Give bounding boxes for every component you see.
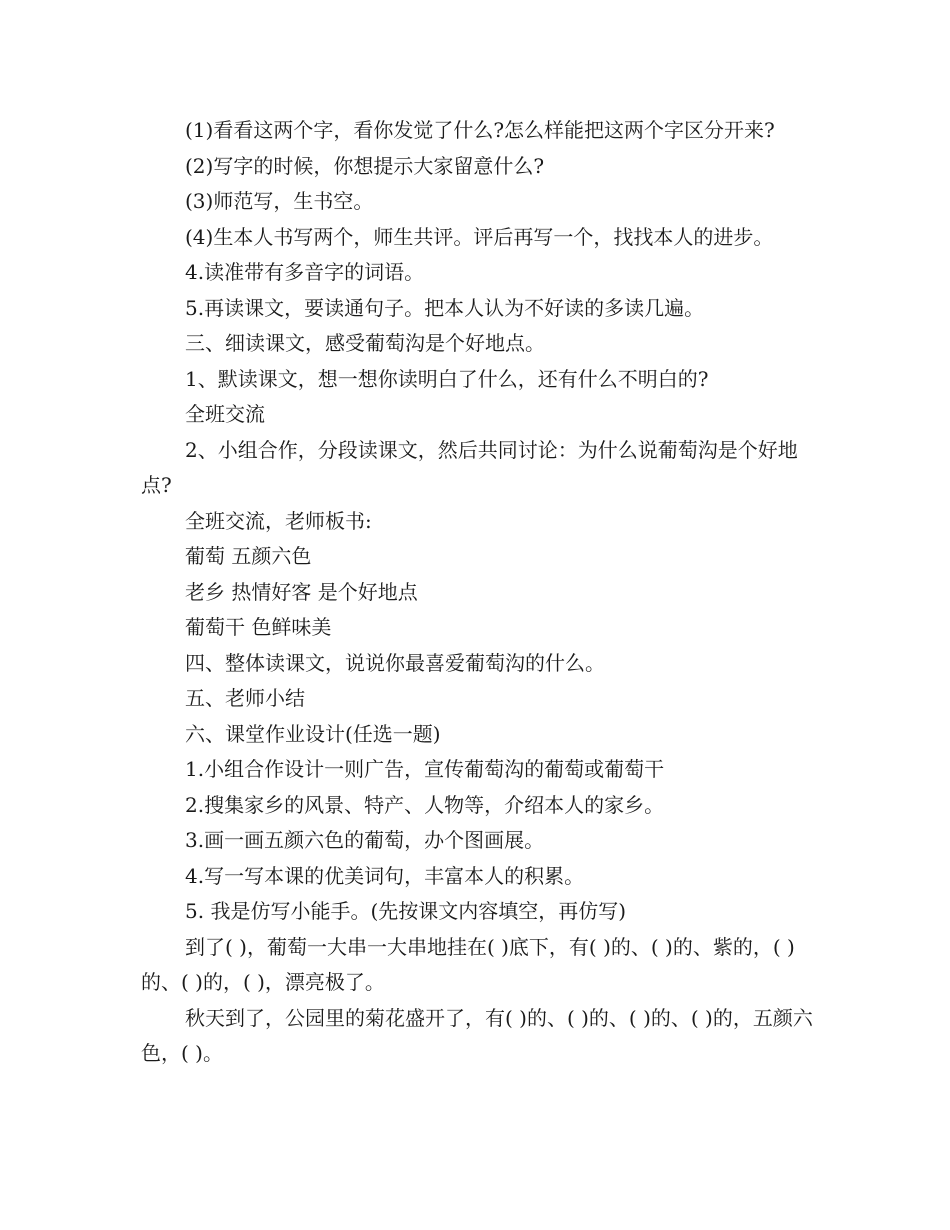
paragraph-item-2-remind: (2)写字的时候，你想提示大家留意什么?: [185, 153, 545, 178]
homework-option-4: 4.写一写本课的优美词句，丰富本人的积累。: [185, 863, 585, 888]
blackboard-line-1: 葡萄 五颜六色: [185, 544, 312, 568]
homework-option-5: 5. 我是仿写小能手。(先按课文内容填空，再仿写): [185, 899, 627, 923]
homework-option-1: 1.小组合作设计一则广告，宣传葡萄沟的葡萄或葡萄干: [185, 757, 665, 781]
section-heading-5: 五、老师小结: [185, 686, 305, 710]
blackboard-line-3: 葡萄干 色鲜味美: [185, 615, 332, 639]
paragraph-class-exchange: 全班交流: [185, 402, 265, 426]
paragraph-group-work: 2、小组合作，分段读课文，然后共同讨论：为什么说葡萄沟是个好地点?: [141, 437, 798, 497]
paragraph-step-4: 4.读准带有多音字的词语。: [185, 260, 425, 284]
paragraph-item-1-observe: (1)看看这两个字，看你发觉了什么?怎么样能把这两个字区分开来?: [185, 118, 775, 142]
paragraph-step-5: 5.再读课文，要读通句子。把本人认为不好读的多读几遍。: [185, 295, 705, 320]
section-heading-3: 三、细读课文，感受葡萄沟是个好地点。: [185, 331, 545, 355]
blackboard-line-2: 老乡 热情好客 是个好地点: [185, 579, 418, 604]
fill-blank-chrysanthemum: 秋天到了，公园里的菊花盛开了，有( )的、( )的、( )的、( )的，五颜六色，( )。: [141, 1005, 813, 1065]
homework-option-3: 3.画一画五颜六色的葡萄，办个图画展。: [185, 828, 545, 852]
paragraph-blackboard-intro: 全班交流，老师板书:: [185, 508, 372, 533]
document-body: [141, 113, 821, 1072]
homework-option-2: 2.搜集家乡的风景、特产、人物等，介绍本人的家乡。: [185, 792, 665, 817]
fill-blank-grapes: 到了( )，葡萄一大串一大串地挂在( )底下，有( )的、( )的、紫的，( )的、( )的，( )，漂亮极了。: [141, 934, 795, 994]
section-heading-6: 六、课堂作业设计(任选一题): [185, 721, 441, 746]
paragraph-item-4-practice: (4)生本人书写两个，师生共评。评后再写一个，找找本人的进步。: [185, 224, 774, 249]
section-heading-4: 四、整体读课文，说说你最喜爱葡萄沟的什么。: [185, 650, 605, 675]
paragraph-silent-reading: 1、默读课文，想一想你读明白了什么，还有什么不明白的?: [185, 366, 709, 391]
paragraph-item-3-demo: (3)师范写，生书空。: [185, 189, 374, 213]
